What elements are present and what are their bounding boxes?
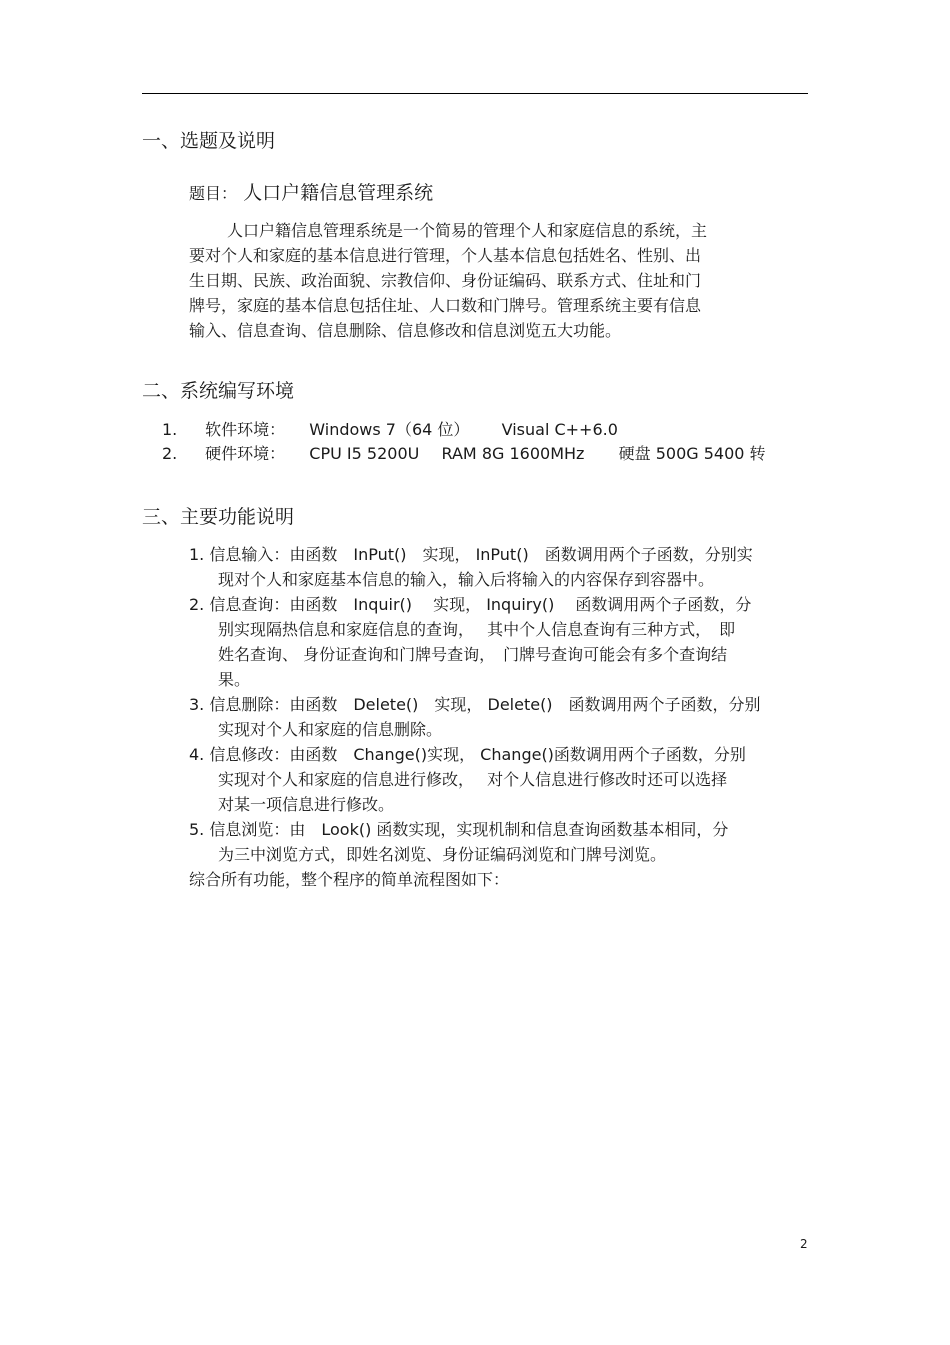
env-item-label: 软件环境： [205,420,286,439]
header-rule [142,93,808,94]
function-line: 对某一项信息进行修改。 [218,795,395,814]
function-item-browse [189,817,809,867]
topic-label: 题目： [189,184,238,203]
env-item-label: 硬件环境： [205,444,286,463]
function-line: 3. 信息删除：由函数 Delete() 实现， Delete() 函数调用两个子函数，分别 [189,695,761,714]
para-line: 生日期、民族、政治面貌、宗教信仰、身份证编码、联系方式、住址和门 [189,271,702,290]
function-line: 5. 信息浏览：由 Look() 函数实现，实现机制和信息查询函数基本相同，分 [189,820,729,839]
function-line: 果。 [218,670,251,689]
page-number: 2 [800,1237,808,1251]
para-line: 人口户籍信息管理系统是一个简易的管理个人和家庭信息的系统，主 [227,221,708,240]
topic-title [189,180,433,207]
topic-text: 人口户籍信息管理系统 [243,182,434,204]
para-line: 输入、信息查询、信息删除、信息修改和信息浏览五大功能。 [189,321,622,340]
function-line: 别实现隔热信息和家庭信息的查询， 其中个人信息查询有三种方式， 即 [218,620,736,639]
function-item-query [189,592,809,692]
function-line: 2. 信息查询：由函数 Inquir() 实现， Inquiry() 函数调用两个子函数，分 [189,595,752,614]
function-line: 姓名查询、 身份证查询和门牌号查询， 门牌号查询可能会有多个查询结 [218,645,728,664]
env-item-number: 1. [162,420,178,439]
function-line: 实现对个人和家庭的信息删除。 [218,720,443,739]
para-line: 要对个人和家庭的基本信息进行管理，个人基本信息包括姓名、性别、出 [189,246,702,265]
env-item-value: CPU I5 5200U [309,444,420,463]
env-item-software [162,418,618,442]
function-item-delete [189,692,809,742]
env-item-hardware [162,442,766,466]
intro-paragraph [189,218,764,343]
function-item-input [189,542,809,592]
function-line: 为三中浏览方式，即姓名浏览、身份证编码浏览和门牌号浏览。 [218,845,667,864]
function-line: 1. 信息输入：由函数 InPut() 实现， InPut() 函数调用两个子函数，分别实 [189,545,753,564]
env-item-value: Visual C++6.0 [501,420,618,439]
function-line: 实现对个人和家庭的信息进行修改， 对个人信息进行修改时还可以选择 [218,770,728,789]
function-line: 4. 信息修改：由函数 Change()实现， Change()函数调用两个子函数，分别 [189,745,746,764]
env-item-value: 硬盘 500G 5400 转 [618,444,766,463]
env-item-number: 2. [162,444,178,463]
function-item-modify [189,742,809,817]
function-line: 现对个人和家庭基本信息的输入，输入后将输入的内容保存到容器中。 [218,570,715,589]
para-line: 牌号，家庭的基本信息包括住址、人口数和门牌号。管理系统主要有信息 [189,296,702,315]
section2-heading: 二、系统编写环境 [142,380,295,402]
env-item-value: Windows 7（64 位） [309,420,470,439]
section1-heading: 一、选题及说明 [142,130,276,152]
env-item-value: RAM 8G 1600MHz [441,444,585,463]
section3-heading: 三、主要功能说明 [142,506,295,528]
summary-line: 综合所有功能，整个程序的简单流程图如下： [189,870,510,889]
